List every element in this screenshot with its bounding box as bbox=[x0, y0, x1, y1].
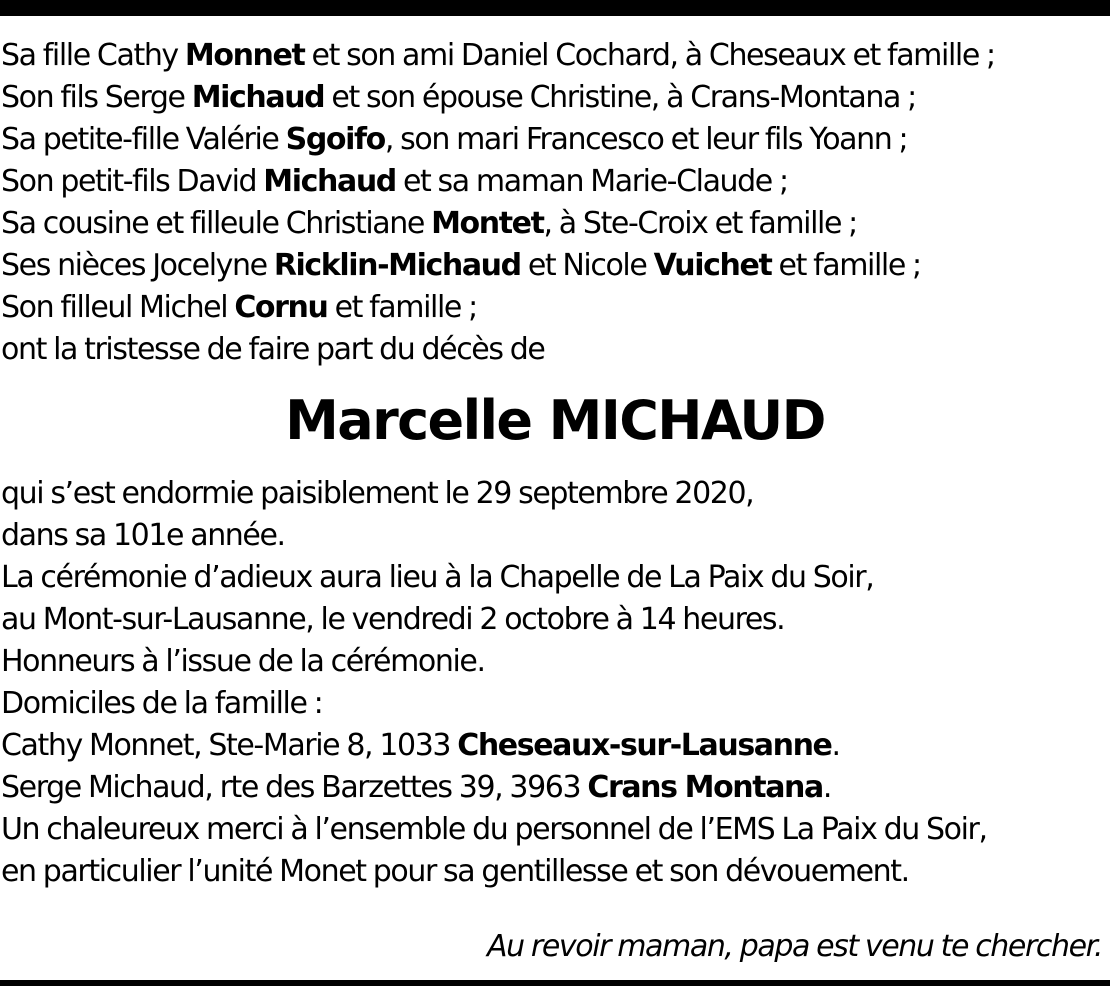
address-line: Serge Michaud, rte des Barzettes 39, 3963 Crans Montana. bbox=[1, 770, 831, 805]
detail-line: Honneurs à l’issue de la cérémonie. bbox=[1, 644, 485, 679]
detail-line: au Mont-sur-Lausanne, le vendredi 2 octobre à 14 heures. bbox=[1, 602, 785, 637]
bottom-rule bbox=[0, 980, 1110, 986]
detail-line: Un chaleureux merci à l’ensemble du personnel de l’EMS La Paix du Soir, bbox=[1, 812, 987, 847]
family-line: Sa fille Cathy Monnet et son ami Daniel Cochard, à Cheseaux et famille ; bbox=[1, 38, 995, 73]
family-line: Ses nièces Jocelyne Ricklin-Michaud et Nicole Vuichet et famille ; bbox=[1, 248, 921, 283]
detail-line: La cérémonie d’adieux aura lieu à la Chapelle de La Paix du Soir, bbox=[1, 560, 874, 595]
top-rule bbox=[0, 0, 1110, 16]
family-announcement bbox=[1, 35, 995, 371]
detail-line: dans sa 101e année. bbox=[1, 518, 285, 553]
detail-line: qui s’est endormie paisiblement le 29 septembre 2020, bbox=[1, 476, 754, 511]
closing-phrase: Au revoir maman, papa est venu te chercher. bbox=[487, 929, 1102, 964]
detail-line: Domiciles de la famille : bbox=[1, 686, 323, 721]
address-line: Cathy Monnet, Ste-Marie 8, 1033 Cheseaux-sur-Lausanne. bbox=[1, 728, 840, 763]
detail-line: en particulier l’unité Monet pour sa gentillesse et son dévouement. bbox=[1, 854, 909, 889]
announcement-intro: ont la tristesse de faire part du décès de bbox=[1, 332, 545, 367]
family-line: Sa cousine et filleule Christiane Montet, à Ste-Croix et famille ; bbox=[1, 206, 857, 241]
family-line: Son petit-fils David Michaud et sa maman Marie-Claude ; bbox=[1, 164, 788, 199]
deceased-name: Marcelle MICHAUD bbox=[285, 389, 825, 452]
family-line: Son filleul Michel Cornu et famille ; bbox=[1, 290, 477, 325]
family-line: Sa petite-fille Valérie Sgoifo, son mari Francesco et leur fils Yoann ; bbox=[1, 122, 908, 157]
funeral-details bbox=[1, 473, 987, 893]
family-line: Son fils Serge Michaud et son épouse Christine, à Crans-Montana ; bbox=[1, 80, 916, 115]
